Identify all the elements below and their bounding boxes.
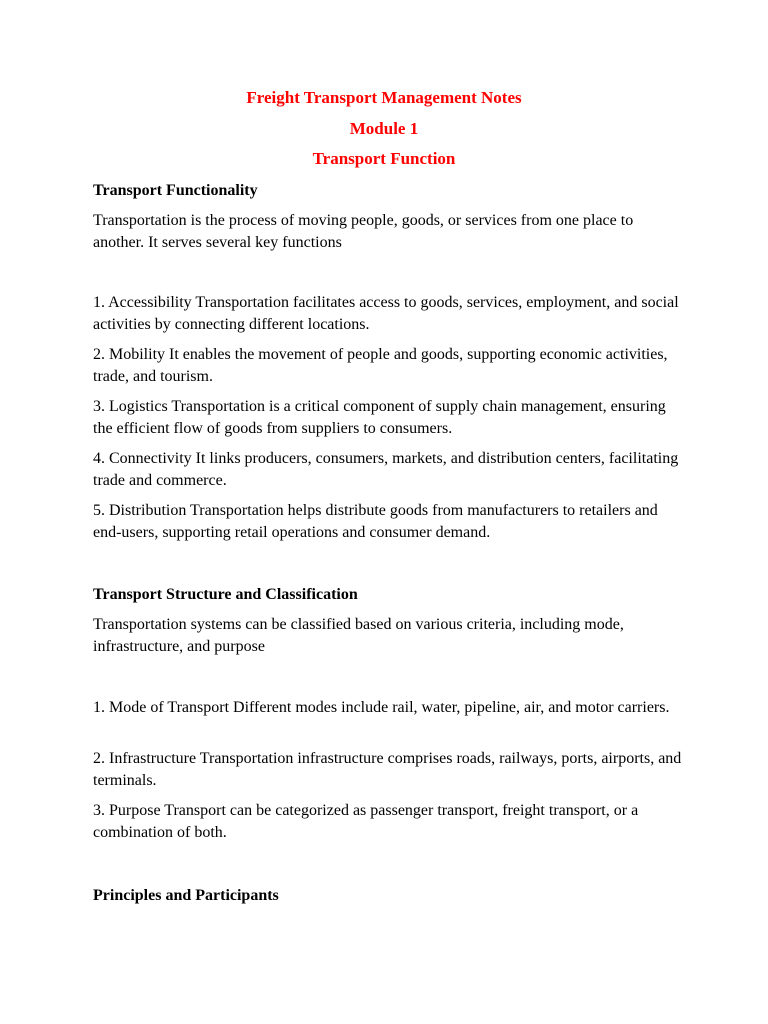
list-item-mode: 1. Mode of Transport Different modes include rail, water, pipeline, air, and motor carriers.	[93, 699, 670, 716]
list-item-mobility: 2. Mobility It enables the movement of people and goods, supporting economic activities, trade, and tourism.	[93, 346, 668, 385]
list-item-accessibility: 1. Accessibility Transportation facilitates access to goods, services, employment, and social activities by connecting different locations.	[93, 294, 679, 333]
section-heading-principles: Principles and Participants	[93, 887, 279, 904]
structure-intro: Transportation systems can be classified based on various criteria, including mode, infrastructure, and purpose	[93, 616, 624, 655]
functionality-intro: Transportation is the process of moving people, goods, or services from one place to another. It serves several key functions	[93, 212, 634, 251]
module-label: Module 1	[349, 119, 419, 138]
list-item-logistics: 3. Logistics Transportation is a critical component of supply chain management, ensuring the efficient flow of goods from suppliers to consumers.	[93, 398, 666, 437]
list-item-connectivity: 4. Connectivity It links producers, consumers, markets, and distribution centers, facilitating trade and commerce.	[93, 450, 679, 489]
list-item-purpose: 3. Purpose Transport can be categorized as passenger transport, freight transport, or a combination of both.	[93, 802, 639, 841]
list-item-infrastructure: 2. Infrastructure Transportation infrastructure comprises roads, railways, ports, airports, and terminals.	[93, 750, 682, 789]
topic-title: Transport Function	[312, 149, 456, 168]
document-title: Freight Transport Management Notes	[246, 88, 522, 107]
section-heading-structure: Transport Structure and Classification	[93, 586, 358, 603]
list-item-distribution: 5. Distribution Transportation helps distribute goods from manufacturers to retailers and end-users, supporting retail operations and consumer demand.	[93, 502, 658, 541]
section-heading-functionality: Transport Functionality	[93, 182, 258, 199]
